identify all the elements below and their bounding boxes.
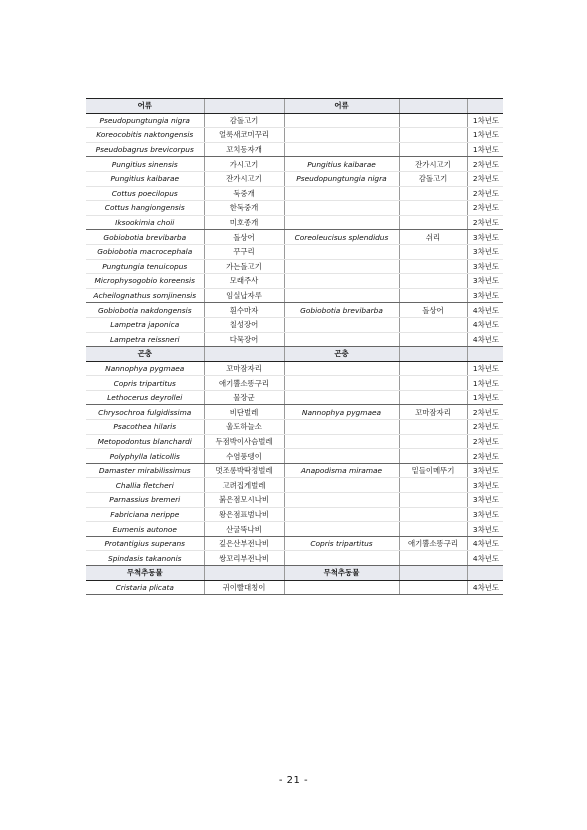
scientific-name-cell: Lampetra reissneri	[86, 332, 204, 347]
table-row	[86, 361, 503, 376]
korean-name-cell: 감돌고기	[204, 113, 284, 128]
scientific-name-cell: Gobiobotia brevibarba	[86, 230, 204, 245]
korean-name-cell: 깊은산부전나비	[204, 536, 284, 551]
table-row	[86, 244, 503, 259]
scientific-name-cell: Acheilognathus somjinensis	[86, 288, 204, 303]
table-row	[86, 317, 503, 332]
prior-korean-name-cell	[399, 215, 467, 230]
prior-korean-name-cell: 꼬마잠자리	[399, 405, 467, 420]
survey-year-cell: 2차년도	[467, 201, 503, 216]
prior-korean-name-cell	[399, 128, 467, 143]
prior-korean-name-cell: 밑들이메뚜기	[399, 463, 467, 478]
table-row	[86, 420, 503, 435]
table-row	[86, 186, 503, 201]
prior-korean-name-cell	[399, 288, 467, 303]
korean-name-cell: 가는돌고기	[204, 259, 284, 274]
prior-korean-name-cell	[399, 361, 467, 376]
survey-year-cell: 3차년도	[467, 507, 503, 522]
prior-scientific-name-cell	[284, 201, 399, 216]
prior-korean-name-cell: 감돌고기	[399, 171, 467, 186]
korean-name-cell: 잔가시고기	[204, 171, 284, 186]
survey-year-cell: 1차년도	[467, 113, 503, 128]
empty-header-cell	[204, 347, 284, 362]
korean-name-cell: 꼬치동자개	[204, 142, 284, 157]
prior-korean-name-cell	[399, 580, 467, 595]
prior-scientific-name-cell	[284, 274, 399, 289]
korean-name-cell: 임실납자루	[204, 288, 284, 303]
survey-year-cell: 4차년도	[467, 332, 503, 347]
table-row	[86, 463, 503, 478]
prior-korean-name-cell	[399, 113, 467, 128]
survey-year-cell: 1차년도	[467, 376, 503, 391]
table-row	[86, 288, 503, 303]
prior-scientific-name-cell	[284, 493, 399, 508]
category-label-right: 무척추동물	[284, 566, 399, 581]
survey-year-cell: 3차년도	[467, 493, 503, 508]
korean-name-cell: 다묵장어	[204, 332, 284, 347]
species-table-body	[86, 99, 503, 595]
table-row	[86, 303, 503, 318]
prior-scientific-name-cell	[284, 522, 399, 537]
scientific-name-cell: Cottus hangiongensis	[86, 201, 204, 216]
korean-name-cell: 모래주사	[204, 274, 284, 289]
scientific-name-cell: Pungitius sinensis	[86, 157, 204, 172]
table-row	[86, 171, 503, 186]
prior-scientific-name-cell	[284, 449, 399, 464]
table-row	[86, 142, 503, 157]
prior-korean-name-cell	[399, 201, 467, 216]
korean-name-cell: 산굴뚝나비	[204, 522, 284, 537]
empty-header-cell	[467, 347, 503, 362]
survey-year-cell: 4차년도	[467, 303, 503, 318]
korean-name-cell: 미호종개	[204, 215, 284, 230]
survey-year-cell: 1차년도	[467, 128, 503, 143]
scientific-name-cell: Cristaria plicata	[86, 580, 204, 595]
empty-header-cell	[204, 566, 284, 581]
empty-header-cell	[467, 99, 503, 114]
korean-name-cell: 돌상어	[204, 230, 284, 245]
empty-header-cell	[399, 99, 467, 114]
prior-scientific-name-cell: Nannophya pygmaea	[284, 405, 399, 420]
korean-name-cell: 꾸구리	[204, 244, 284, 259]
prior-scientific-name-cell	[284, 551, 399, 566]
survey-year-cell: 3차년도	[467, 522, 503, 537]
survey-year-cell: 1차년도	[467, 390, 503, 405]
korean-name-cell: 왕은점표범나비	[204, 507, 284, 522]
survey-year-cell: 3차년도	[467, 288, 503, 303]
prior-scientific-name-cell: Gobiobotia brevibarba	[284, 303, 399, 318]
table-row	[86, 507, 503, 522]
prior-scientific-name-cell	[284, 507, 399, 522]
category-label: 무척추동물	[86, 566, 204, 581]
prior-korean-name-cell	[399, 449, 467, 464]
korean-name-cell: 얼룩새코미꾸리	[204, 128, 284, 143]
category-header-row	[86, 99, 503, 114]
scientific-name-cell: Pungitius kaibarae	[86, 171, 204, 186]
survey-year-cell: 2차년도	[467, 449, 503, 464]
prior-scientific-name-cell	[284, 186, 399, 201]
scientific-name-cell: Spindasis takanonis	[86, 551, 204, 566]
prior-korean-name-cell	[399, 420, 467, 435]
scientific-name-cell: Koreocobitis naktongensis	[86, 128, 204, 143]
scientific-name-cell: Iksookimia choii	[86, 215, 204, 230]
prior-korean-name-cell: 돌상어	[399, 303, 467, 318]
table-row	[86, 478, 503, 493]
prior-scientific-name-cell	[284, 390, 399, 405]
prior-korean-name-cell	[399, 507, 467, 522]
korean-name-cell: 가시고기	[204, 157, 284, 172]
scientific-name-cell: Chrysochroa fulgidissima	[86, 405, 204, 420]
survey-year-cell: 1차년도	[467, 361, 503, 376]
table-row	[86, 274, 503, 289]
scientific-name-cell: Parnassius bremeri	[86, 493, 204, 508]
survey-year-cell: 4차년도	[467, 551, 503, 566]
korean-name-cell: 한둑중개	[204, 201, 284, 216]
category-header-row	[86, 347, 503, 362]
survey-year-cell: 4차년도	[467, 580, 503, 595]
prior-korean-name-cell	[399, 390, 467, 405]
prior-scientific-name-cell	[284, 420, 399, 435]
scientific-name-cell: Lampetra japonica	[86, 317, 204, 332]
prior-korean-name-cell	[399, 142, 467, 157]
prior-scientific-name-cell	[284, 113, 399, 128]
scientific-name-cell: Pseudopungtungia nigra	[86, 113, 204, 128]
category-label: 곤충	[86, 347, 204, 362]
survey-year-cell: 1차년도	[467, 142, 503, 157]
table-row	[86, 128, 503, 143]
scientific-name-cell: Gobiobotia nakdongensis	[86, 303, 204, 318]
table-row	[86, 405, 503, 420]
table-row	[86, 522, 503, 537]
table-row	[86, 230, 503, 245]
prior-scientific-name-cell	[284, 361, 399, 376]
prior-korean-name-cell: 쉬리	[399, 230, 467, 245]
prior-korean-name-cell	[399, 274, 467, 289]
prior-scientific-name-cell	[284, 288, 399, 303]
category-label: 어류	[86, 99, 204, 114]
prior-scientific-name-cell	[284, 128, 399, 143]
survey-year-cell: 2차년도	[467, 186, 503, 201]
scientific-name-cell: Gobiobotia macrocephala	[86, 244, 204, 259]
prior-korean-name-cell	[399, 551, 467, 566]
korean-name-cell: 고려집게벌레	[204, 478, 284, 493]
scientific-name-cell: Damaster mirabilissimus	[86, 463, 204, 478]
prior-korean-name-cell: 잔가시고기	[399, 157, 467, 172]
survey-year-cell: 3차년도	[467, 274, 503, 289]
scientific-name-cell: Microphysogobio koreensis	[86, 274, 204, 289]
korean-name-cell: 수염풍뎅이	[204, 449, 284, 464]
korean-name-cell: 애기뿔소똥구리	[204, 376, 284, 391]
survey-year-cell: 3차년도	[467, 463, 503, 478]
table-row	[86, 215, 503, 230]
prior-scientific-name-cell	[284, 259, 399, 274]
korean-name-cell: 꼬마잠자리	[204, 361, 284, 376]
prior-scientific-name-cell	[284, 434, 399, 449]
table-row	[86, 113, 503, 128]
prior-scientific-name-cell	[284, 478, 399, 493]
table-row	[86, 157, 503, 172]
survey-year-cell: 2차년도	[467, 420, 503, 435]
table-row	[86, 376, 503, 391]
table-row	[86, 493, 503, 508]
prior-scientific-name-cell	[284, 244, 399, 259]
empty-header-cell	[467, 566, 503, 581]
scientific-name-cell: Metopodontus blanchardi	[86, 434, 204, 449]
survey-year-cell: 2차년도	[467, 157, 503, 172]
table-row	[86, 449, 503, 464]
empty-header-cell	[399, 566, 467, 581]
survey-year-cell: 2차년도	[467, 215, 503, 230]
category-label-right: 곤충	[284, 347, 399, 362]
scientific-name-cell: Cottus poecilopus	[86, 186, 204, 201]
scientific-name-cell: Lethocerus deyrollei	[86, 390, 204, 405]
table-row	[86, 434, 503, 449]
category-header-row	[86, 566, 503, 581]
prior-korean-name-cell	[399, 376, 467, 391]
survey-year-cell: 4차년도	[467, 317, 503, 332]
survey-year-cell: 4차년도	[467, 536, 503, 551]
korean-name-cell: 둑중개	[204, 186, 284, 201]
prior-korean-name-cell	[399, 332, 467, 347]
table-row	[86, 551, 503, 566]
page-number: - 21 -	[278, 775, 309, 786]
scientific-name-cell: Eumenis autonoe	[86, 522, 204, 537]
korean-name-cell: 귀이빨대칭이	[204, 580, 284, 595]
scientific-name-cell: Polyphylla laticollis	[86, 449, 204, 464]
survey-year-cell: 3차년도	[467, 230, 503, 245]
korean-name-cell: 울도하늘소	[204, 420, 284, 435]
empty-header-cell	[399, 347, 467, 362]
korean-name-cell: 흰수마자	[204, 303, 284, 318]
prior-scientific-name-cell	[284, 215, 399, 230]
species-table	[86, 98, 503, 595]
prior-scientific-name-cell	[284, 142, 399, 157]
prior-korean-name-cell	[399, 317, 467, 332]
korean-name-cell: 비단벌레	[204, 405, 284, 420]
prior-scientific-name-cell: Anapodisma miramae	[284, 463, 399, 478]
korean-name-cell: 쌍꼬리부전나비	[204, 551, 284, 566]
survey-year-cell: 3차년도	[467, 259, 503, 274]
korean-name-cell: 멋조롱박딱정벌레	[204, 463, 284, 478]
table-row	[86, 536, 503, 551]
prior-korean-name-cell	[399, 478, 467, 493]
scientific-name-cell: Copris tripartitus	[86, 376, 204, 391]
scientific-name-cell: Psacothea hilaris	[86, 420, 204, 435]
prior-korean-name-cell	[399, 244, 467, 259]
korean-name-cell: 물장군	[204, 390, 284, 405]
prior-korean-name-cell	[399, 522, 467, 537]
survey-year-cell: 3차년도	[467, 478, 503, 493]
empty-header-cell	[204, 99, 284, 114]
prior-korean-name-cell: 애기뿔소똥구리	[399, 536, 467, 551]
survey-year-cell: 2차년도	[467, 405, 503, 420]
scientific-name-cell: Fabriciana nerippe	[86, 507, 204, 522]
korean-name-cell: 칠성장어	[204, 317, 284, 332]
prior-korean-name-cell	[399, 493, 467, 508]
scientific-name-cell: Challia fletcheri	[86, 478, 204, 493]
korean-name-cell: 붉은점모시나비	[204, 493, 284, 508]
scientific-name-cell: Nannophya pygmaea	[86, 361, 204, 376]
table-row	[86, 259, 503, 274]
scientific-name-cell: Pseudobagrus brevicorpus	[86, 142, 204, 157]
table-row	[86, 580, 503, 595]
scientific-name-cell: Pungtungia tenuicopus	[86, 259, 204, 274]
prior-korean-name-cell	[399, 186, 467, 201]
prior-scientific-name-cell: Pungitius kaibarae	[284, 157, 399, 172]
prior-scientific-name-cell: Coreoleucisus splendidus	[284, 230, 399, 245]
table-row	[86, 390, 503, 405]
table-row	[86, 201, 503, 216]
prior-scientific-name-cell	[284, 332, 399, 347]
survey-year-cell: 2차년도	[467, 434, 503, 449]
survey-year-cell: 2차년도	[467, 171, 503, 186]
korean-name-cell: 두점박이사슴벌레	[204, 434, 284, 449]
prior-scientific-name-cell: Copris tripartitus	[284, 536, 399, 551]
prior-scientific-name-cell	[284, 317, 399, 332]
scientific-name-cell: Protantigius superans	[86, 536, 204, 551]
category-label-right: 어류	[284, 99, 399, 114]
prior-scientific-name-cell: Pseudopungtungia nigra	[284, 171, 399, 186]
prior-korean-name-cell	[399, 259, 467, 274]
prior-scientific-name-cell	[284, 376, 399, 391]
prior-korean-name-cell	[399, 434, 467, 449]
survey-year-cell: 3차년도	[467, 244, 503, 259]
table-row	[86, 332, 503, 347]
prior-scientific-name-cell	[284, 580, 399, 595]
